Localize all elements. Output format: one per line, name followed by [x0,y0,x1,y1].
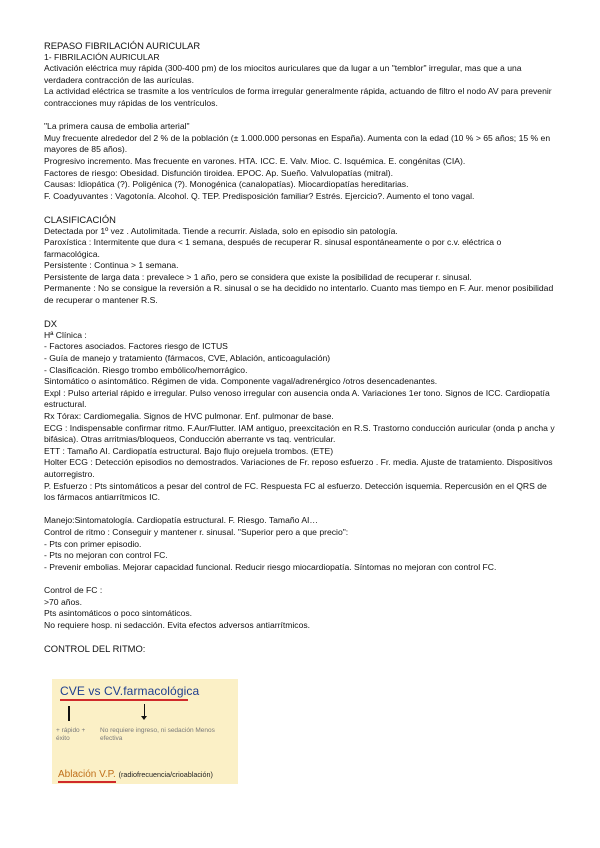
rate-control-line: No requiere hosp. ni sedacción. Evita efectos adversos antiarrítmicos. [44,619,311,630]
cofactors-line: F. Coadyuvantes : Vagotonía. Alcohol. Q. TEP. Predisposición familiar? Estrés. Ejercicio?. Aumento el tono vagal. [44,190,475,201]
management-line: - Prevenir embolias. Mejorar capacidad funcional. Reducir riesgo miocardiopatía. Síntomas no mejoran con control FC. [44,561,497,572]
epidemiology-line: Progresivo incremento. Mas frecuente en varones. HTA. ICC. E. Valv. Mioc. C. Isquémica. E. congénitas (CIA). [44,155,466,166]
diagnosis-line: ETT : Tamaño AI. Cardiopatía estructural. Bajo flujo orejuela trombos. (ETE) [44,445,334,456]
vertical-bar-mark [68,706,70,721]
diagnosis-line: Rx Tórax: Cardiomegalia. Signos de HVC pulmonar. Enf. pulmonar de base. [44,411,334,421]
diagnosis-line: P. Esfuerzo : Pts sintomáticos a pesar del control de FC. Respuesta FC al esfuerzo. Detección isquemia. Repercusión en el QRS de los fármacos antiarrítmicos IC. [44,480,547,503]
document-page [44,40,559,654]
rate-control-line: Pts asintomáticos o poco sintomáticos. [44,608,193,619]
diagnosis-heading: DX [44,318,58,330]
diagram-right-note: No requiere ingreso, ni sedación Menos efectiva [100,727,215,743]
classification-line: Paroxística : Intermitente que dura < 1 semana, después de recuperar R. sinusal espontáneamente o por c.v. eléctrica o farmacológica. [44,237,502,259]
rate-control-line: >70 años. [44,596,82,607]
management-line: Manejo:Sintomatología. Cardiopatía estructural. F. Riesgo. Tamaño AI… [44,515,319,526]
diagnosis-line: - Factores asociados. Factores riesgo de ICTUS [44,341,228,352]
rhythm-control-diagram [52,679,238,784]
intro-paragraph: La actividad eléctrica se trasmite a los ventrículos de forma irregular generalmente rápida, actuando de filtro el nodo AV para prevenir contracciones muy rápidas de los ventrículos. [44,86,552,108]
intro-paragraph: Activación eléctrica muy rápida (300-400 pm) de los miocitos auriculares que da lugar a un "temblor" irregular, mas que a una verdadera contracción de las aurículas. [44,63,522,85]
management-line: Control de ritmo : Conseguir y mantener r. sinusal. "Superior pero a que precio": [44,526,349,537]
classification-line: Persistente de larga data : prevalece > 1 año, pero se considera que existe la posibilidad de recuperar r. sinusal. [44,271,472,282]
risk-factors-line: Factores de riesgo: Obesidad. Disfunción tiroidea. EPOC. Ap. Sueño. Valvulopatías (mitral). [44,167,394,178]
ablation-note: (radiofrecuencia/crioablación) [118,770,213,779]
diagnosis-line: Expl : Pulso arterial rápido e irregular. Pulso venoso irregular con ausencia onda A. Variaciones 1er tono. Signos de ICC. Cardiopatía estructural. [44,387,550,410]
diagnosis-line: Hª Clínica : [44,329,87,340]
ablation-title: Ablación V.P. [58,769,116,780]
management-line: - Pts no mejoran con control FC. [44,550,168,561]
epidemiology-line: Muy frecuente alrededor del 2 % de la población (± 1.000.000 personas en España). Aumenta con la edad (10 % > 65 años; 15 % en mayores de 85 años). [44,132,551,155]
epidemiology-quote: "La primera causa de embolia arterial" [44,121,190,132]
diagnosis-line: Sintomático o asintomático. Régimen de vida. Componente vagal/adrenérgico /otros desencadenantes. [44,376,438,387]
causes-line: Causas: Idiopática (?). Poligénica (?). Monogénica (canalopatías). Miocardiopatías hereditarias. [44,179,409,190]
classification-line: Persistente : Continua > 1 semana. [44,260,179,271]
arrow-down-icon [144,704,145,717]
classification-heading: CLASIFICACIÓN [44,213,116,225]
ablation-label [58,769,213,780]
ablation-underline [58,781,116,783]
classification-line: Detectada por 1º vez . Autolimitada. Tiende a recurrir. Aislada, solo en episodio sin patología. [44,225,398,236]
diagnosis-line: - Guía de manejo y tratamiento (fármacos, CVE, Ablación, anticoagulación) [44,353,331,364]
diagram-left-note: + rápido + éxito [56,727,86,743]
diagnosis-line: - Clasificación. Riesgo trombo embólico/hemorrágico. [44,364,248,375]
diagnosis-line: ECG : Indispensable confirmar ritmo. F.Aur/Flutter. IAM antiguo, preexcitación en R.S. Trastorno conducción auricular (onda p ancha y bifásica). Otras arritmias/bloqueos, Conducción aberrante vs taq. ventricular. [44,422,555,445]
section-title-fa: 1- FIBRILACIÓN AURICULAR [44,51,160,62]
diagnosis-line: Holter ECG : Detección episodios no demostrados. Variaciones de Fr. reposo esfuerzo . Fr. media. Ajuste de tratamiento. Dispositivos autorregistro. [44,457,553,479]
diagram-title: CVE vs CV.farmacológica [60,684,200,698]
rate-control-line: Control de FC : [44,584,103,595]
rhythm-control-heading: CONTROL DEL RITMO: [44,642,146,654]
classification-line: Permanente : No se consigue la reversión a R. sinusal o se ha decidido no intentarlo. Cuanto mas tiempo en F. Aur. menor posibilidad de recuperar o mantener R.S. [44,283,554,306]
management-line: - Pts con primer episodio. [44,538,142,549]
document-title: REPASO FIBRILACIÓN AURICULAR [44,40,201,51]
title-underline [60,699,188,701]
